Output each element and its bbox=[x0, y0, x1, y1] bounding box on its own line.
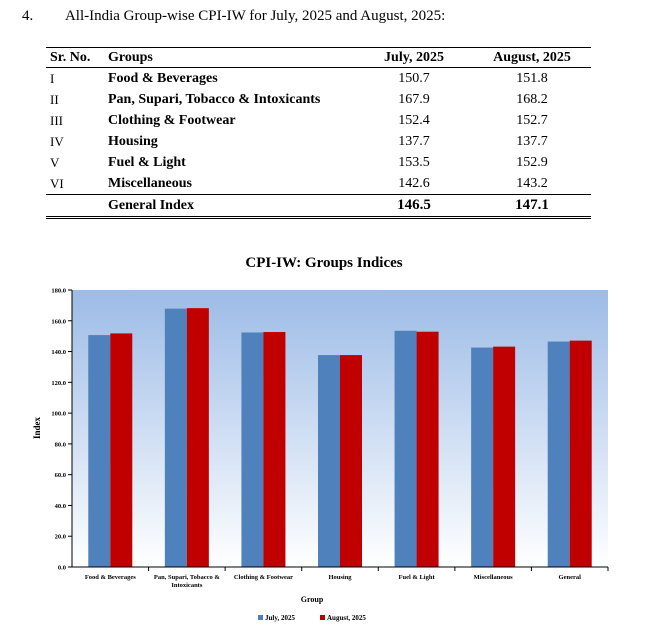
total-sr-empty bbox=[46, 195, 104, 218]
row-sr: VI bbox=[50, 175, 64, 191]
row-july: 150.7 bbox=[398, 70, 430, 86]
row-sr: IV bbox=[50, 133, 64, 149]
bar-august bbox=[187, 308, 209, 567]
x-tick-label: Fuel & Light bbox=[398, 574, 435, 581]
groups-indices-bar-chart bbox=[0, 280, 648, 634]
x-axis-label: Group bbox=[300, 595, 324, 604]
table-row bbox=[46, 68, 591, 90]
row-group: Food & Beverages bbox=[108, 70, 218, 86]
row-august: 168.2 bbox=[516, 91, 548, 107]
header-august: August, 2025 bbox=[473, 48, 591, 68]
row-july: 152.4 bbox=[398, 112, 430, 128]
bar-august bbox=[417, 332, 439, 567]
row-group: Pan, Supari, Tobacco & Intoxicants bbox=[108, 91, 321, 107]
bar-august bbox=[110, 333, 132, 567]
y-tick-label: 20.0 bbox=[54, 533, 66, 541]
x-tick-label: Clothing & Footwear bbox=[233, 574, 294, 581]
bar-august bbox=[340, 355, 362, 567]
cpi-group-table bbox=[46, 47, 591, 219]
x-tick-label: Housing bbox=[328, 574, 352, 581]
general-index-label: General Index bbox=[104, 195, 355, 218]
bar-july bbox=[548, 342, 570, 567]
bar-august bbox=[493, 347, 515, 567]
general-index-july: 146.5 bbox=[355, 195, 473, 218]
bar-august bbox=[570, 341, 592, 567]
y-tick-label: 40.0 bbox=[54, 502, 66, 510]
header-sr-no: Sr. No. bbox=[46, 48, 104, 68]
section-number: 4. bbox=[22, 8, 34, 24]
general-index-row bbox=[46, 195, 591, 218]
y-tick-label: 120.0 bbox=[51, 379, 66, 387]
row-group: Housing bbox=[108, 133, 158, 149]
bar-august bbox=[263, 332, 285, 567]
table-row bbox=[46, 152, 591, 173]
bar-july bbox=[88, 335, 110, 567]
x-tick-label: Food & Beverages bbox=[84, 574, 136, 581]
y-axis-label: Index bbox=[32, 416, 42, 440]
row-july: 137.7 bbox=[398, 133, 430, 149]
header-groups: Groups bbox=[104, 48, 355, 68]
x-tick-label: Intoxicants bbox=[171, 582, 203, 589]
table-row bbox=[46, 89, 591, 110]
general-index-august: 147.1 bbox=[473, 195, 591, 218]
row-august: 152.7 bbox=[516, 112, 548, 128]
y-tick-label: 140.0 bbox=[51, 349, 66, 357]
row-group: Fuel & Light bbox=[108, 154, 186, 170]
x-tick-label: General bbox=[558, 574, 581, 581]
row-august: 143.2 bbox=[516, 175, 548, 191]
legend-label: July, 2025 bbox=[265, 614, 295, 622]
y-tick-label: 80.0 bbox=[54, 441, 66, 449]
chart-legend bbox=[258, 614, 366, 622]
row-august: 152.9 bbox=[516, 154, 548, 170]
bar-july bbox=[395, 331, 417, 567]
table-row bbox=[46, 110, 591, 131]
row-july: 142.6 bbox=[398, 175, 430, 191]
table-row bbox=[46, 173, 591, 195]
row-august: 137.7 bbox=[516, 133, 548, 149]
row-august: 151.8 bbox=[516, 70, 548, 86]
x-tick-label: Pan, Supari, Tobacco & bbox=[153, 574, 220, 581]
table-header-row bbox=[46, 48, 591, 68]
y-tick-label: 180.0 bbox=[51, 287, 66, 295]
row-july: 153.5 bbox=[398, 154, 430, 170]
y-tick-label: 100.0 bbox=[51, 410, 66, 418]
row-group: Clothing & Footwear bbox=[108, 112, 236, 128]
bar-july bbox=[165, 309, 187, 567]
row-sr: V bbox=[50, 154, 60, 170]
legend-swatch bbox=[320, 615, 325, 620]
row-sr: II bbox=[50, 91, 59, 107]
bar-july bbox=[471, 348, 493, 567]
legend-swatch bbox=[258, 615, 263, 620]
section-heading bbox=[22, 8, 445, 25]
y-tick-label: 0.0 bbox=[57, 564, 66, 572]
row-sr: I bbox=[50, 70, 55, 86]
row-sr: III bbox=[50, 112, 63, 128]
chart-title: CPI-IW: Groups Indices bbox=[245, 255, 403, 271]
x-tick-label: Miscellaneous bbox=[473, 574, 513, 581]
section-title: All-India Group-wise CPI-IW for July, 2025 and August, 2025: bbox=[64, 8, 446, 24]
y-tick-label: 60.0 bbox=[54, 472, 66, 480]
header-july: July, 2025 bbox=[355, 48, 473, 68]
legend-label: August, 2025 bbox=[327, 614, 366, 622]
row-group: Miscellaneous bbox=[108, 175, 192, 191]
bar-july bbox=[318, 355, 340, 567]
row-july: 167.9 bbox=[398, 91, 430, 107]
table-row bbox=[46, 131, 591, 152]
y-tick-label: 160.0 bbox=[51, 318, 66, 326]
bar-july bbox=[241, 332, 263, 567]
